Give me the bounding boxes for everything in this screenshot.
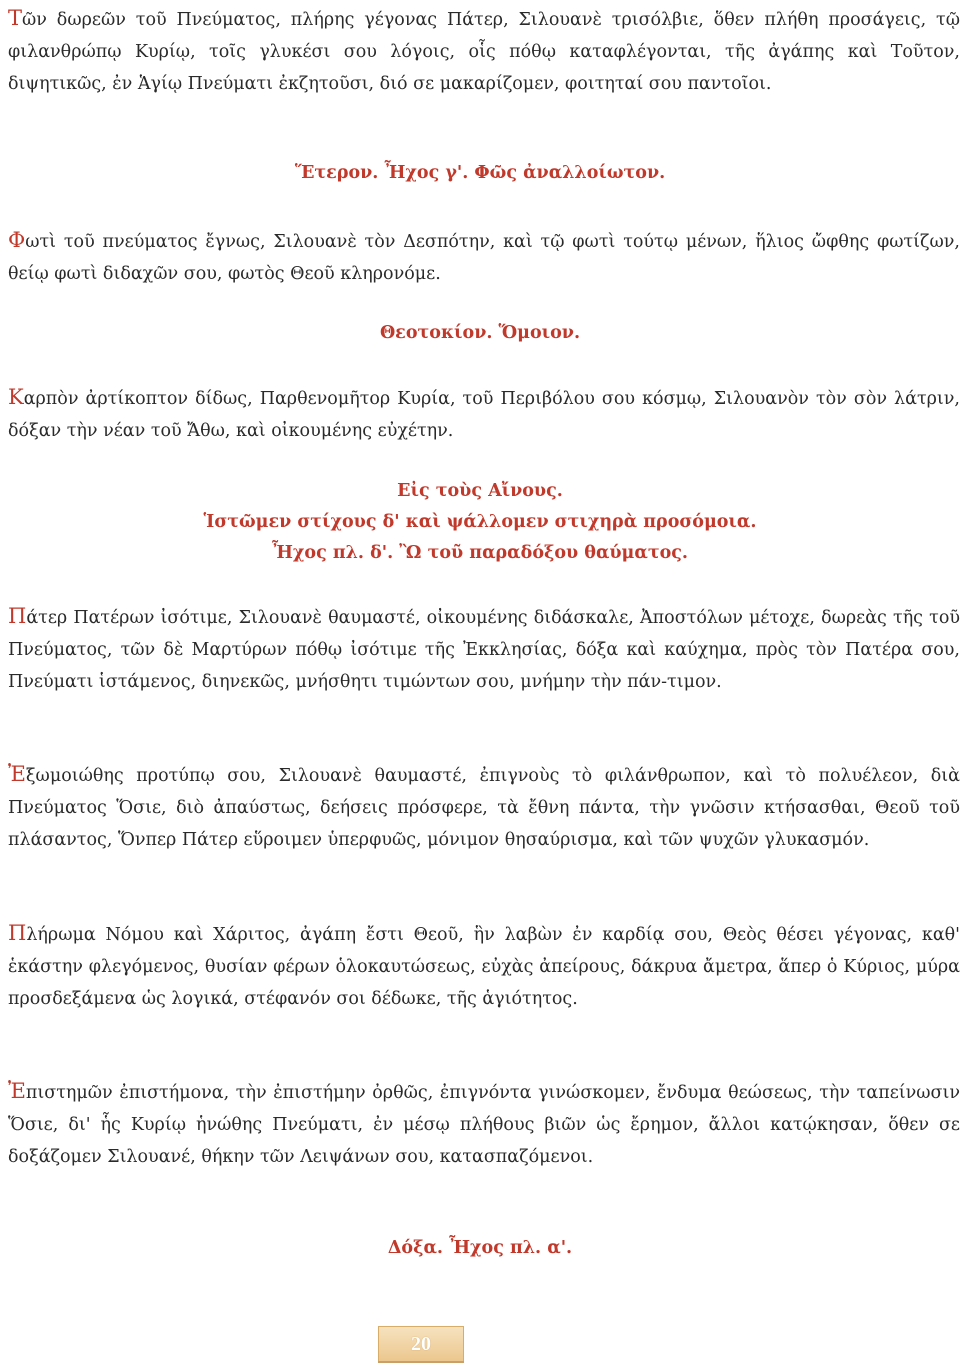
heading-eteron: Ἕτερον. Ἦχος γ'. Φῶς ἀναλλοίωτον. — [294, 163, 666, 183]
paragraph-text: άτερ Πατέρων ἰσότιμε, Σιλουανὲ θαυμαστέ, οἰκουμένης διδάσκαλε, Ἀποστόλων μέτοχε, δωρεὰς τῆς τοῦ Πνεύματος, τῶν δὲ Μαρτύρων πόθῳ ἰσότιμε τῆς Ἐκκλησίας, δόξα καὶ καύχημα, πρὸς τὸν Πατέρα σου, Πνεύματι ἱστάμενος, διηνεκῶς, μνήσθητι τιμώντων σου, μνήμην τὴν πάν-τιμον. — [8, 608, 960, 692]
drop-initial: Ἐ — [8, 762, 26, 786]
sticheron-paragraph — [8, 600, 960, 698]
paragraph-text: ξωμοιώθης προτύπῳ σου, Σιλουανὲ θαυμαστέ, ἐπιγνοὺς τὸ φιλάνθρωπον, καὶ τὸ πολυέλεον, διὰ Πνεύματος Ὅσιε, διὸ ἀπαύστως, δεήσεις πρόσφερε, τὰ ἔθνη πάντα, τὴν γνῶσιν κτήσασθαι, Θεοῦ τοῦ πλάσαντος, Ὅνπερ Πάτερ εὕροιμεν ὑπερφυῶς, μόνιμον θησαύρισμα, καὶ τῶν ψυχῶν γλυκασμόν. — [8, 766, 960, 850]
paragraph-text: λήρωμα Νόμου καὶ Χάριτος, ἀγάπη ἔστι Θεοῦ, ἣν λαβὼν ἐν καρδίᾳ σου, Θεὸς θέσει γέγονας, καθ' ἑκάστην φλεγόμενος, θυσίαν φέρων ὁλοκαυτώσεως, εὐχὰς ἀπείρους, δάκρυα ἄμετρα, ἅπερ ὁ Κύριος, μύρα προσδεξάμενα ὡς λογικά, στέφανόν σοι δέδωκε, τῆς ἁγιότητος. — [8, 925, 960, 1009]
paragraph-text: πιστημῶν ἐπιστήμονα, τὴν ἐπιστήμην ὀρθῶς, ἐπιγνόντα γινώσκομεν, ἔνδυμα θεώσεως, τὴν ταπείνωσιν Ὅσιε, δι' ἧς Κυρίῳ ἡνώθης Πνεύματι, ἐν μέσῳ πλήθους βιῶν ὡς ἔρημον, ἄλλοι κατῴκησαν, ὅθεν σε δοξάζομεν Σιλουανέ, θήκην τῶν Λειψάνων σου, κατασπαζόμενοι. — [8, 1083, 960, 1167]
drop-initial: Φ — [8, 228, 26, 252]
drop-initial: Ἐ — [8, 1079, 26, 1103]
footer-rule — [378, 1361, 464, 1363]
heading-ainous: Εἰς τοὺς Αἴνους. — [397, 481, 563, 501]
heading-stichous: Ἱστῶμεν στίχους δ' καὶ ψάλλομεν στιχηρὰ προσόμοια. — [203, 512, 757, 532]
paragraph-text: ῶν δωρεῶν τοῦ Πνεύματος, πλήρης γέγονας Πάτερ, Σιλουανὲ τρισόλβιε, ὅθεν πλήθη προσάγεις, τῷ φιλανθρώπῳ Κυρίῳ, τοῖς γλυκέσι σου λόγοις, οἷς πόθῳ καταφλέγονται, τῆς ἀγάπης καὶ Τοῦτον, διψητικῶς, ἐν Ἁγίῳ Πνεύματι ἐκζητοῦσι, διό σε μακαρίζομεν, φοιτηταί σου παντοῖοι. — [8, 10, 960, 94]
theotokion-paragraph — [8, 381, 960, 447]
paragraph-text: ωτὶ τοῦ πνεύματος ἔγνως, Σιλουανὲ τὸν Δεσπότην, καὶ τῷ φωτὶ τούτῳ μένων, ἥλιος ὤφθης φωτίζων, θείῳ φωτὶ διδαχῶν σου, φωτὸς Θεοῦ κληρονόμε. — [8, 232, 960, 284]
troparion-paragraph — [8, 224, 960, 290]
paragraph-text: αρπὸν ἀρτίκοπτον δίδως, Παρθενομῆτορ Κυρία, τοῦ Περιβόλου σου κόσμῳ, Σιλουανὸν τὸν σὸν λάτριν, δόξαν τὴν νέαν τοῦ Ἄθω, καὶ οἰκουμένης εὐχέτην. — [8, 389, 960, 441]
heading-theotokion: Θεοτοκίον. Ὅμοιον. — [379, 323, 581, 343]
page-number: 20 — [378, 1326, 464, 1362]
sticheron-paragraph — [8, 917, 960, 1015]
drop-initial: Κ — [8, 385, 24, 409]
troparion-paragraph — [8, 2, 960, 100]
drop-initial: Π — [8, 604, 27, 628]
heading-echos-pl-d: Ἦχος πλ. δ'. Ὢ τοῦ παραδόξου θαύματος. — [271, 543, 689, 563]
heading-doxa: Δόξα. Ἦχος πλ. α'. — [387, 1238, 573, 1258]
sticheron-paragraph — [8, 758, 960, 856]
sticheron-paragraph — [8, 1075, 960, 1173]
drop-initial: Π — [8, 921, 27, 945]
drop-initial: Τ — [8, 6, 23, 30]
